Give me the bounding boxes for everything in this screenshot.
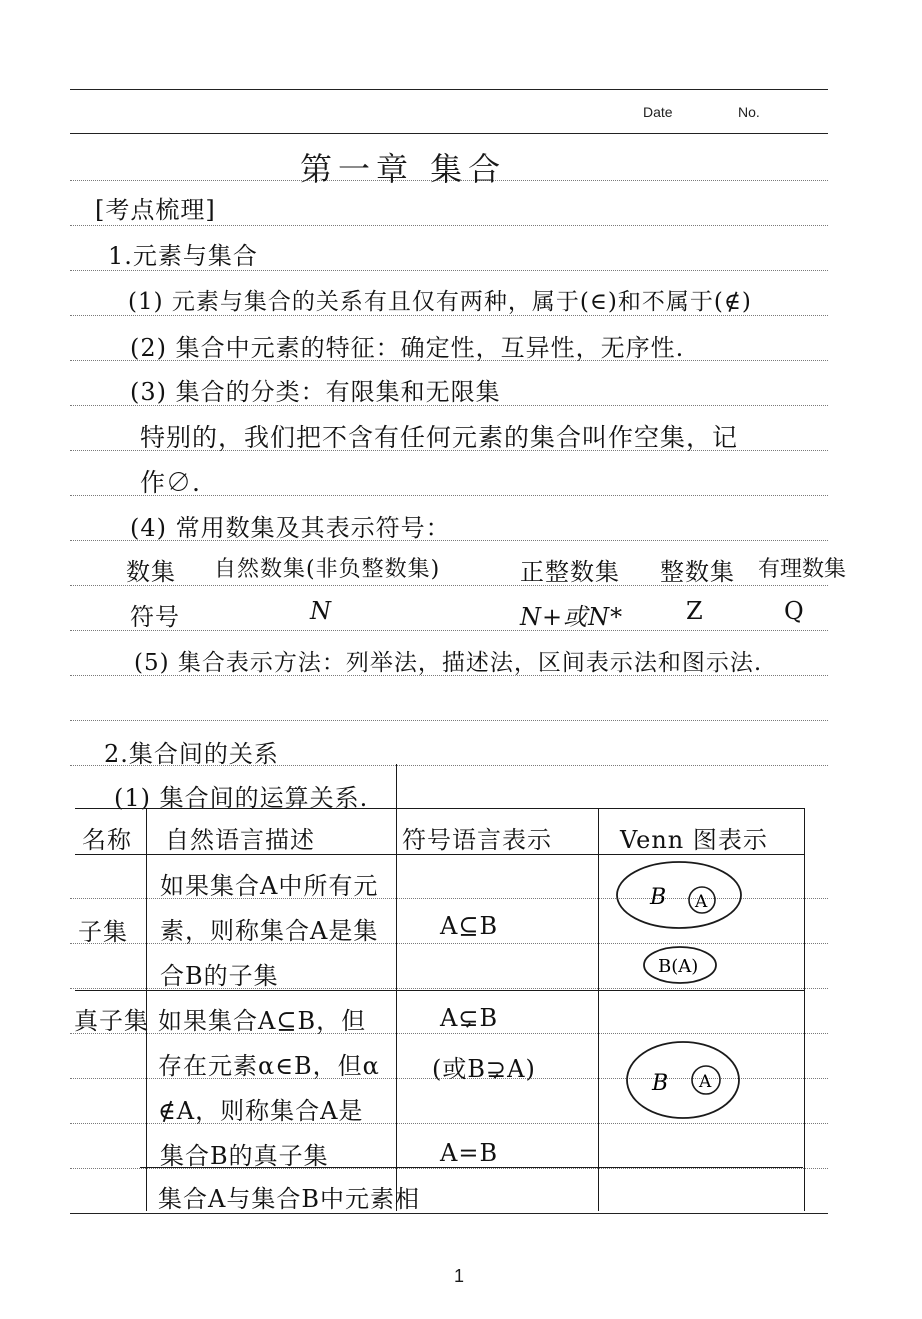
subset-symbol: A⊆B [440,912,499,940]
notebook-line [70,225,828,226]
proper-desc-line: ∉A，则称集合A是 [158,1097,364,1125]
section-2-title: 2.集合间的关系 [104,740,279,768]
item-2: (2) 集合中元素的特征：确定性，互异性，无序性. [130,334,685,362]
page-number: 1 [454,1266,465,1286]
numsets-header-cell: 正整数集 [520,558,620,586]
column-header-venn: Venn 图表示 [620,826,768,854]
proper-subset-symbol-alt: (或B⊋A) [432,1055,536,1083]
subsection-2-1: (1) 集合间的运算关系. [114,784,369,812]
venn-label-b: B [650,885,667,910]
empty-set-note-line2: 作∅. [140,468,201,497]
venn-label-a: A [699,1072,712,1092]
proper-desc-line: 如果集合A⊆B，但 [158,1007,367,1035]
table-border [598,808,599,1211]
notebook-line [70,720,828,721]
column-header-name: 名称 [82,826,132,854]
numsets-header-cell: 数集 [126,558,176,586]
notebook-line [70,630,828,631]
column-header-description: 自然语言描述 [165,826,315,854]
subset-name: 子集 [78,918,128,946]
subset-desc-line: 如果集合A中所有元 [160,872,379,900]
venn-label-b: B [652,1071,669,1096]
table-border [804,808,805,1211]
numsets-symbol-cell: Q [784,597,805,625]
numsets-symbol-cell: Z [686,597,704,625]
date-label: Date [643,104,673,120]
venn-label-a: A [695,892,708,912]
venn-outer-ellipse [627,1042,739,1118]
subset-desc-line: 素，则称集合A是集 [160,917,379,945]
venn-label-equal: B(A) [658,956,699,977]
proper-subset-venn-diagram [620,1030,760,1130]
subset-venn-diagram [610,860,750,990]
numsets-symbol-cell: N+或N* [520,603,624,631]
chapter-title: 第一章 集合 [300,150,507,188]
proper-subset-symbol: A⊊B [440,1004,499,1032]
item-3: (3) 集合的分类：有限集和无限集 [130,378,501,406]
proper-desc-line: 存在元素α∈B，但α [158,1052,380,1080]
item-4: (4) 常用数集及其表示符号： [130,514,451,542]
subset-desc-line: 合B的子集 [160,962,279,990]
section-tag: [考点梳理] [95,196,216,224]
empty-set-note-line1: 特别的，我们把不含有任何元素的集合叫作空集，记 [140,423,739,452]
number-label: No. [738,104,760,120]
equal-symbol: A=B [440,1139,499,1167]
top-border [70,89,828,90]
header-rule [70,133,828,134]
table-border [396,764,397,1211]
numsets-header-cell: 有理数集 [758,557,847,582]
table-border [75,808,805,809]
numsets-header-cell: 整数集 [660,558,735,586]
proper-desc-line: 集合B的真子集 [160,1142,329,1170]
column-header-symbol: 符号语言表示 [402,826,552,854]
proper-subset-name: 真子集 [74,1007,149,1035]
item-1: (1) 元素与集合的关系有且仅有两种，属于(∈)和不属于(∉) [128,289,752,315]
numsets-symbol-cell: 符号 [130,603,180,631]
numsets-header-cell: 自然数集(非负整数集) [214,557,441,582]
item-5: (5) 集合表示方法：列举法，描述法，区间表示法和图示法. [134,650,763,676]
venn-outer-ellipse [617,862,741,928]
section-1-title: 1.元素与集合 [108,242,258,270]
numsets-symbol-cell: N [310,597,332,625]
equal-desc-line: 集合A与集合B中元素相 [158,1185,420,1213]
